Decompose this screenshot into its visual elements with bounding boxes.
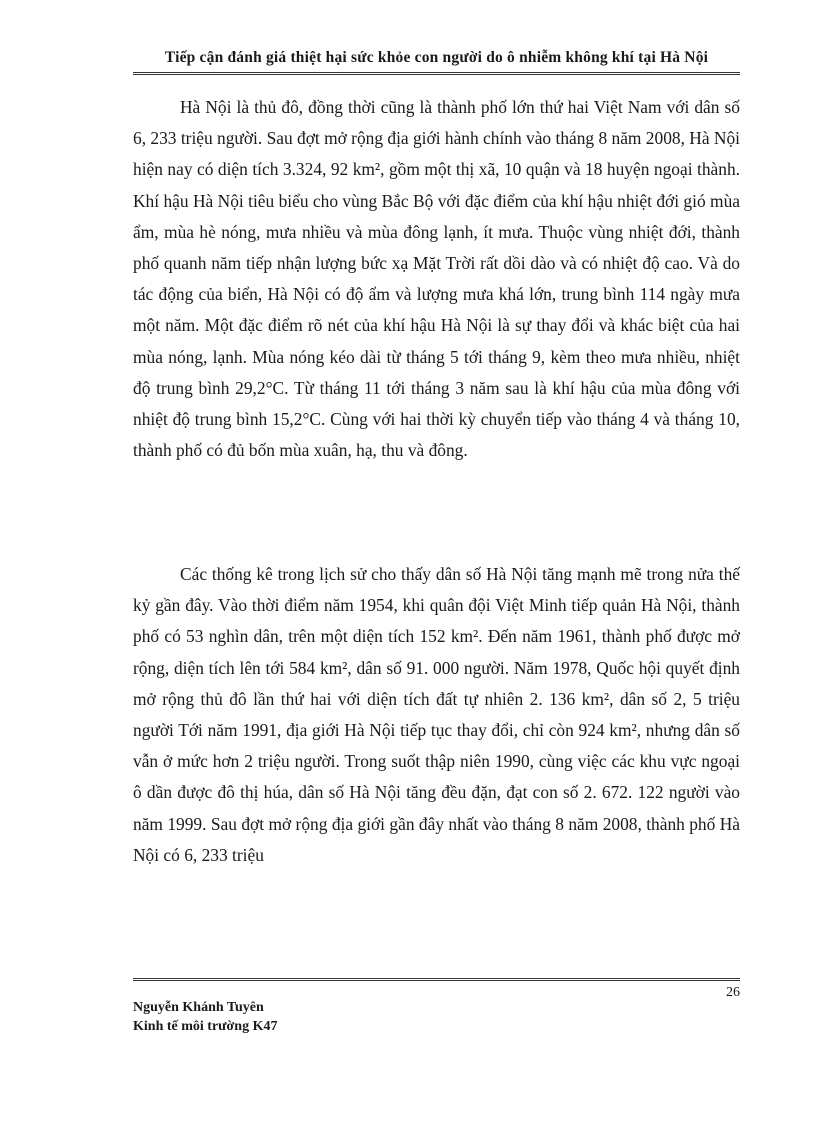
page-number: 26 (726, 985, 740, 1000)
page-header (133, 48, 740, 74)
header-rule (133, 72, 740, 75)
paragraph-text: Hà Nội là thủ đô, đồng thời cũng là thành phố lớn thứ hai Việt Nam với dân số 6, 233 triệu người. Sau đợt mở rộng địa giới hành chính vào tháng 8 năm 2008, Hà Nội hiện nay có diện tích 3.324, 92 km², gồm một thị xã, 10 quận và 18 huyện ngoại thành. Khí hậu Hà Nội tiêu biểu cho vùng Bắc Bộ với đặc điểm của khí hậu nhiệt đới gió mùa ẩm, mùa hè nóng, mưa nhiều và mùa đông lạnh, ít mưa. Thuộc vùng nhiệt đới, thành phố quanh năm tiếp nhận lượng bức xạ Mặt Trời rất dồi dào và có nhiệt độ cao. Và do tác động của biển, Hà Nội có độ ẩm và lượng mưa khá lớn, trung bình 114 ngày mưa một năm. Một đặc điểm rõ nét của khí hậu Hà Nội là sự thay đổi và khác biệt của hai mùa nóng, lạnh. Mùa nóng kéo dài từ tháng 5 tới tháng 9, kèm theo mưa nhiều, nhiệt độ trung bình 29,2°C. Từ tháng 11 tới tháng 3 năm sau là khí hậu của mùa đông với nhiệt độ trung bình 15,2°C. Cùng với hai thời kỳ chuyển tiếp vào tháng 4 và tháng 10, thành phố có đủ bốn mùa xuân, hạ, thu và đông. (133, 97, 740, 461)
page-footer (133, 998, 277, 1036)
footer-affiliation: Kinh tế môi trường K47 (133, 1019, 278, 1034)
header-title: Tiếp cận đánh giá thiệt hại sức khỏe con người do ô nhiễm không khí tại Hà Nội (164, 49, 709, 66)
paragraph-population (133, 559, 740, 871)
paragraph-climate (133, 92, 740, 466)
footer-author: Nguyễn Khánh Tuyên (133, 1000, 264, 1015)
paragraph-text: Các thống kê trong lịch sử cho thấy dân số Hà Nội tăng mạnh mẽ trong nửa thế kỷ gần đây. Vào thời điểm năm 1954, khi quân đội Việt Minh tiếp quản Hà Nội, thành phố có 53 nghìn dân, trên một diện tích 152 km². Đến năm 1961, thành phố được mở rộng, diện tích lên tới 584 km², dân số 91. 000 người. Năm 1978, Quốc hội quyết định mở rộng thủ đô lần thứ hai với diện tích đất tự nhiên 2. 136 km², dân số 2, 5 triệu người Tới năm 1991, địa giới Hà Nội tiếp tục thay đổi, chỉ còn 924 km², nhưng dân số vẫn ở mức hơn 2 triệu người. Trong suốt thập niên 1990, cùng việc các khu vực ngoại ô dần được đô thị húa, dân số Hà Nội tăng đều đặn, đạt con số 2. 672. 122 người vào năm 1999. Sau đợt mở rộng địa giới gần đây nhất vào tháng 8 năm 2008, thành phố Hà Nội có 6, 233 triệu (133, 564, 740, 865)
footer-rule (133, 978, 740, 981)
